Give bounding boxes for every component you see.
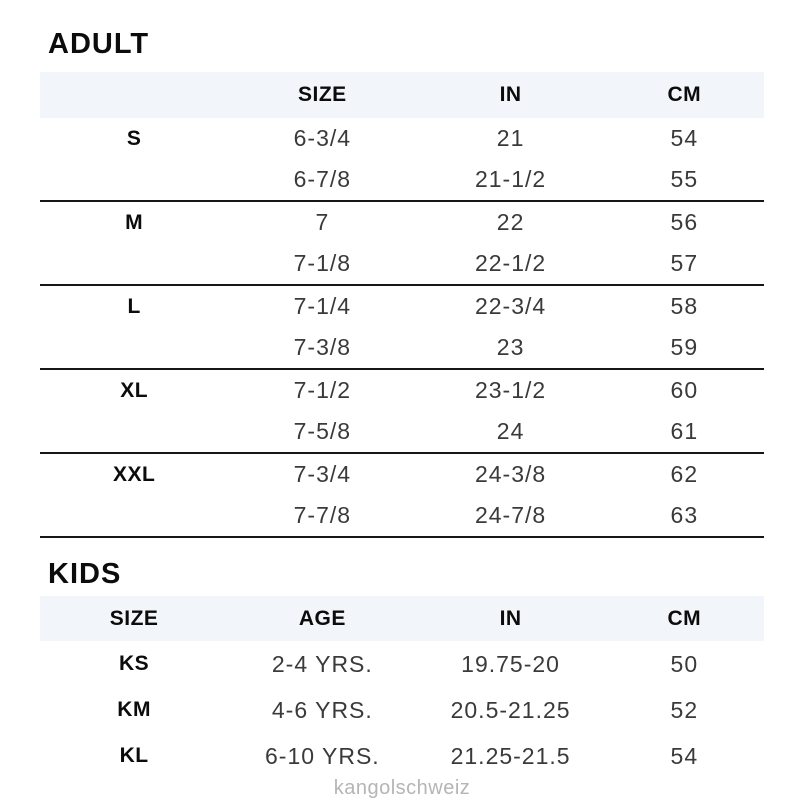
cm-value-cell: 52 <box>670 696 699 723</box>
cm-value-cell: 56 <box>670 209 699 235</box>
table-row <box>40 243 764 284</box>
in-value-cell: 20.5-21.25 <box>450 696 571 723</box>
cm-value-cell: 57 <box>670 250 699 276</box>
in-value-cell: 21.25-21.5 <box>450 742 571 769</box>
table-row <box>40 495 764 536</box>
size-label: S <box>126 126 142 150</box>
size-value-cell: 6-3/4 <box>293 125 352 151</box>
table-row <box>40 641 764 687</box>
adult-table-header-row <box>40 72 764 118</box>
table-row <box>40 202 764 243</box>
cm-value-cell: 61 <box>670 418 699 444</box>
adult-section-title: ADULT <box>48 28 150 60</box>
table-row <box>40 687 764 733</box>
size-label: KL <box>119 744 149 767</box>
in-value-cell: 21-1/2 <box>474 166 547 192</box>
in-value-cell: 22 <box>496 209 525 235</box>
kids-col-header-age: AGE <box>298 606 346 630</box>
cm-value-cell: 59 <box>670 334 699 360</box>
cm-value-cell: 62 <box>670 461 699 487</box>
table-row <box>40 286 764 327</box>
size-value-cell: 7-5/8 <box>293 418 352 444</box>
size-value-cell: 7-1/8 <box>293 250 352 276</box>
adult-group-xxl <box>40 454 764 538</box>
size-value-cell: 7 <box>315 209 330 235</box>
table-row <box>40 454 764 495</box>
kids-section-title: KIDS <box>48 558 122 590</box>
adult-group-l <box>40 286 764 370</box>
table-row <box>40 733 764 779</box>
age-value-cell: 2-4 YRS. <box>271 650 373 677</box>
in-value-cell: 24 <box>496 418 525 444</box>
age-value-cell: 6-10 YRS. <box>265 742 380 769</box>
table-row <box>40 159 764 200</box>
in-value-cell: 22-3/4 <box>474 293 547 319</box>
in-value-cell: 24-7/8 <box>474 502 547 528</box>
watermark-text: kangolschweiz <box>333 777 471 799</box>
size-label: KS <box>119 652 150 675</box>
size-label: XXL <box>112 462 156 486</box>
adult-group-m <box>40 202 764 286</box>
size-value-cell: 7-3/4 <box>293 461 352 487</box>
age-value-cell: 4-6 YRS. <box>271 696 373 723</box>
kids-col-header-in: IN <box>499 606 522 630</box>
kids-col-header-cm: CM <box>667 606 702 630</box>
kids-col-header-size: SIZE <box>109 606 159 630</box>
cm-value-cell: 58 <box>670 293 699 319</box>
table-row <box>40 327 764 368</box>
cm-value-cell: 54 <box>670 742 699 769</box>
size-label: KM <box>117 698 151 721</box>
adult-col-header-cm: CM <box>667 83 702 106</box>
cm-value-cell: 60 <box>670 377 699 403</box>
size-label: M <box>125 210 144 234</box>
kids-table-header-row <box>40 596 764 641</box>
adult-group-xl <box>40 370 764 454</box>
adult-size-table <box>40 72 764 538</box>
cm-value-cell: 54 <box>670 125 699 151</box>
adult-col-header-in: IN <box>499 83 522 106</box>
size-value-cell: 7-3/8 <box>293 334 352 360</box>
cm-value-cell: 50 <box>670 650 699 677</box>
table-row <box>40 370 764 411</box>
in-value-cell: 23-1/2 <box>474 377 547 403</box>
size-value-cell: 7-1/4 <box>293 293 352 319</box>
in-value-cell: 23 <box>496 334 525 360</box>
table-row <box>40 118 764 159</box>
size-label: XL <box>120 378 149 402</box>
in-value-cell: 19.75-20 <box>461 650 560 677</box>
size-value-cell: 7-7/8 <box>293 502 352 528</box>
cm-value-cell: 55 <box>670 166 699 192</box>
size-value-cell: 7-1/2 <box>293 377 352 403</box>
kids-size-table <box>40 596 764 779</box>
size-value-cell: 6-7/8 <box>293 166 352 192</box>
size-label: L <box>127 294 141 318</box>
adult-group-s <box>40 118 764 202</box>
adult-col-header-size: SIZE <box>298 83 347 106</box>
in-value-cell: 24-3/8 <box>474 461 547 487</box>
table-row <box>40 411 764 452</box>
in-value-cell: 21 <box>496 125 525 151</box>
in-value-cell: 22-1/2 <box>474 250 547 276</box>
cm-value-cell: 63 <box>670 502 699 528</box>
